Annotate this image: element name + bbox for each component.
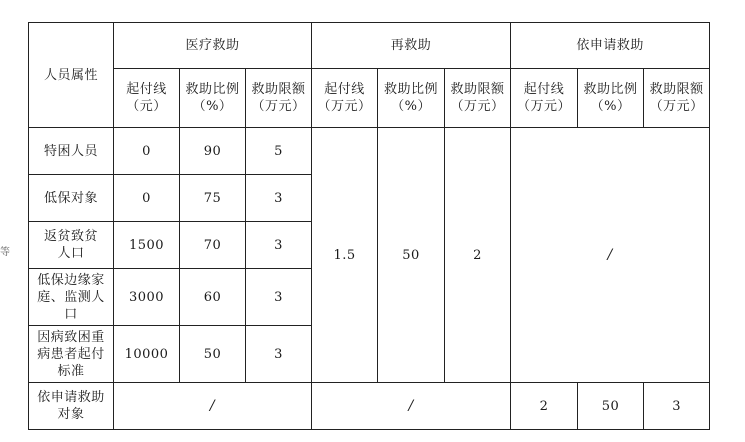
table-row [29, 128, 710, 175]
cell-app-limit: 3 [644, 383, 710, 430]
table-row [29, 383, 710, 430]
row-category: 因病致困重 病患者起付 标准 [29, 326, 114, 383]
cell-medical-ratio: 60 [180, 269, 246, 326]
cell-medical-threshold: 1500 [114, 222, 180, 269]
cell-app-ratio: 50 [578, 383, 644, 430]
header-medical-limit: 救助限额 （万元） [246, 69, 312, 128]
cell-app-threshold: 2 [511, 383, 578, 430]
header-re-threshold: 起付线 （万元） [312, 69, 378, 128]
cell-medical-threshold: 0 [114, 175, 180, 222]
cell-medical-ratio: 70 [180, 222, 246, 269]
cell-medical-limit: 3 [246, 222, 312, 269]
cell-medical-limit: 3 [246, 269, 312, 326]
header-attribute: 人员属性 [29, 23, 114, 128]
page-edge-mark: 等 [0, 247, 10, 258]
cell-medical-threshold: 10000 [114, 326, 180, 383]
cell-medical-limit: 5 [246, 128, 312, 175]
header-medical-ratio: 救助比例 （%） [180, 69, 246, 128]
row-category: 特困人员 [29, 128, 114, 175]
header-app-limit: 救助限额 （万元） [644, 69, 710, 128]
cell-medical-ratio: 75 [180, 175, 246, 222]
header-re-assistance: 再救助 [312, 23, 511, 69]
cell-re-limit: 2 [445, 128, 511, 383]
header-group-row [29, 23, 710, 69]
header-re-limit: 救助限额 （万元） [445, 69, 511, 128]
cell-re-ratio: 50 [378, 128, 445, 383]
cell-medical-limit: 3 [246, 175, 312, 222]
cell-re-not-applicable: / [312, 383, 511, 430]
cell-medical-threshold: 0 [114, 128, 180, 175]
header-sub-row [29, 69, 710, 128]
cell-medical-ratio: 90 [180, 128, 246, 175]
header-medical-assistance: 医疗救助 [114, 23, 312, 69]
row-category: 返贫致贫 人口 [29, 222, 114, 269]
row-category: 依申请救助 对象 [29, 383, 114, 430]
header-application-assistance: 依申请救助 [511, 23, 710, 69]
cell-medical-limit: 3 [246, 326, 312, 383]
cell-re-threshold: 1.5 [312, 128, 378, 383]
cell-medical-threshold: 3000 [114, 269, 180, 326]
header-app-ratio: 救助比例 （%） [578, 69, 644, 128]
header-app-threshold: 起付线 （万元） [511, 69, 578, 128]
header-re-ratio: 救助比例 （%） [378, 69, 445, 128]
cell-medical-ratio: 50 [180, 326, 246, 383]
row-category: 低保对象 [29, 175, 114, 222]
assistance-policy-table [28, 22, 710, 430]
cell-application-not-applicable: / [511, 128, 710, 383]
header-medical-threshold: 起付线 （元） [114, 69, 180, 128]
cell-medical-not-applicable: / [114, 383, 312, 430]
row-category: 低保边缘家 庭、监测人 口 [29, 269, 114, 326]
